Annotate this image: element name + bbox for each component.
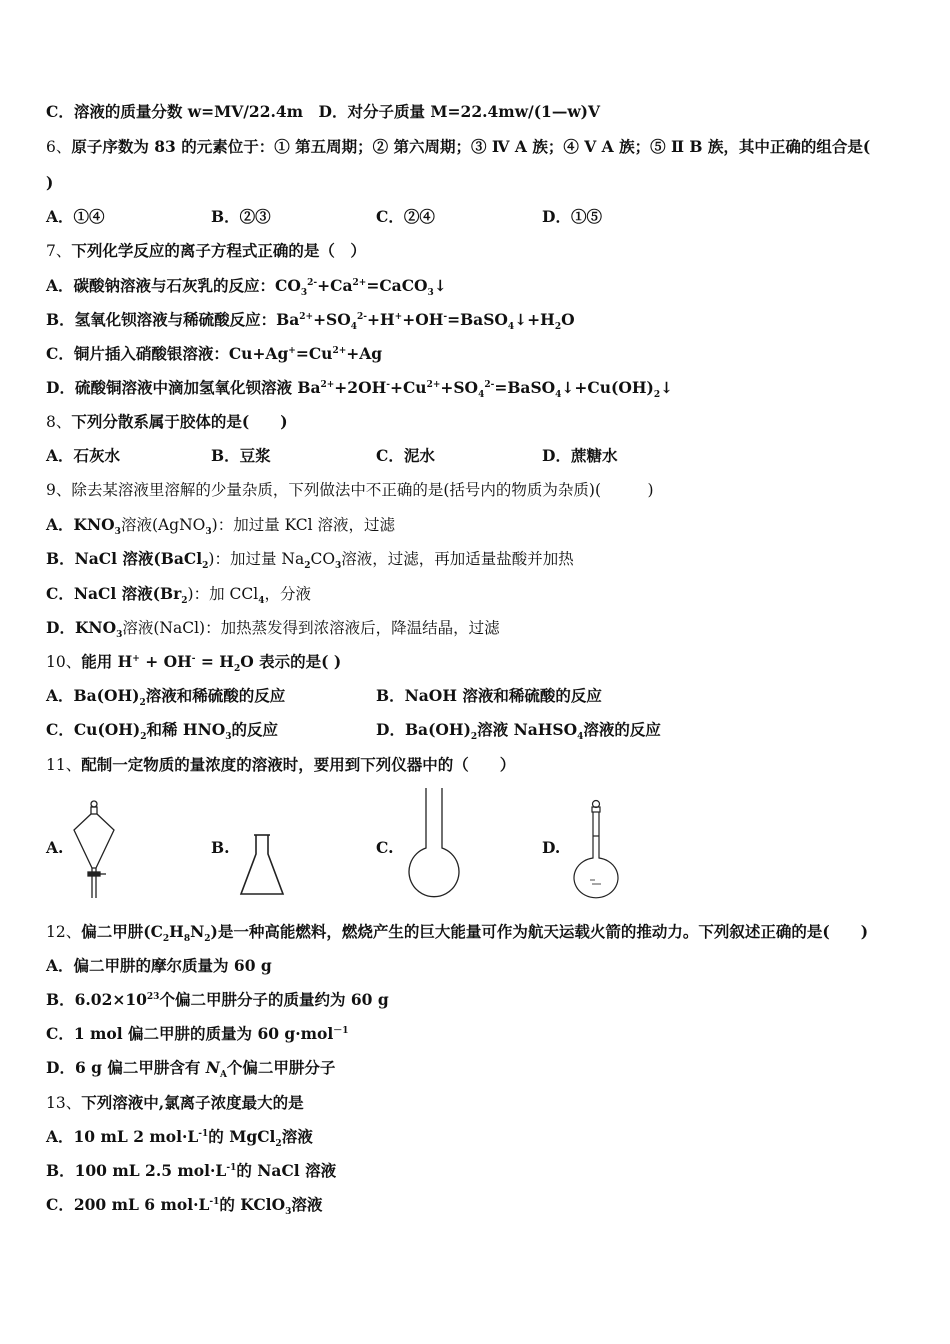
q13-option-b: B．100 mL 2.5 $mol\cdot L^{-1}$的 NaCl 溶液 — [46, 1161, 337, 1180]
q9-option-d: D．$KNO_3$溶液(NaCl)：加热蒸发得到浓溶液后，降温结晶，过滤 — [46, 618, 500, 641]
q10-option-a: A．$Ba(OH)_2$溶液和稀硫酸的反应 — [46, 686, 286, 709]
q9-option-c: C．NaCl 溶液$(Br_2)$：加 CCl$_4$，分液 — [46, 584, 311, 607]
q12-option-c: C．1 mol 偏二甲肼的质量为 60 g·mol$^{-1}$ — [46, 1024, 349, 1043]
q6-stem-cont: ) — [46, 173, 54, 192]
q11-stem: 11、配制一定物质的量浓度的溶液时，要用到下列仪器中的（ ） — [46, 755, 516, 774]
q11-label-c: C. — [376, 838, 394, 857]
q9-stem: 9、除去某溶液里溶解的少量杂质，下列做法中不正确的是(括号内的物质为杂质)( ) — [46, 481, 654, 499]
erlenmeyer-flask-icon — [236, 832, 288, 898]
q10-stem: 10、能用 $H^+ + OH^- = H_2O$ 表示的是( ) — [46, 652, 342, 675]
q10-option-d: D．$Ba(OH)_2$溶液 NaHSO$_4$溶液的反应 — [376, 720, 661, 743]
q12-option-a: A．偏二甲肼的摩尔质量为 60 g — [46, 956, 272, 975]
q7-option-a: A．碳酸钠溶液与石灰乳的反应：$CO_3^{2-}+Ca^{2+}=CaCO_3↓$ — [46, 276, 447, 299]
q10-option-b: B．NaOH 溶液和稀硫酸的反应 — [376, 686, 602, 705]
q8-stem: 8、下列分散系属于胶体的是( ) — [46, 412, 288, 431]
volumetric-flask-icon — [568, 798, 624, 902]
q8-option-a: A．石灰水 — [46, 446, 121, 465]
q7-option-b: B．氢氧化钡溶液与稀硫酸反应：$Ba^{2+}+SO_4^{2-}+H^++OH^-=BaSO_4↓+H_2O$ — [46, 310, 575, 333]
q11-label-d: D. — [542, 838, 561, 857]
q12-stem: 12、偏二甲肼$(C_2H_8N_2)$是一种高能燃料，燃烧产生的巨大能量可作为航天运载火箭的推动力。下列叙述正确的是( ) — [46, 922, 869, 945]
q8-option-d: D．蔗糖水 — [542, 446, 618, 465]
round-bottom-flask-icon — [404, 786, 464, 902]
q5-options-cd: C．溶液的质量分数 w=MV/22.4m D．对分子质量 M=22.4mw/(1—w)V — [46, 102, 601, 121]
q6-stem: 6、原子序数为 83 的元素位于：① 第五周期；② 第六周期；③ Ⅳ A 族；④ Ⅴ A 族；⑤ Ⅱ B 族，其中正确的组合是( — [46, 137, 871, 156]
q13-option-c: C．200 mL 6 $mol\cdot L^{-1}$的 KClO$_3$溶液 — [46, 1195, 323, 1218]
q13-option-a: A．10 mL 2 $mol\cdot L^{-1}$的 MgCl$_2$溶液 — [46, 1127, 313, 1150]
q9-option-b: B．NaCl 溶液(BaCl$_2$)：加过量 $Na_2CO_3$溶液，过滤，再加适量盐酸并加热 — [46, 549, 574, 572]
q12-option-d: D．6 g 偏二甲肼含有 $N_A$个偏二甲肼分子 — [46, 1058, 336, 1081]
q11-label-a: A. — [46, 838, 64, 857]
q6-option-a: A．①④ — [46, 207, 105, 226]
q13-stem: 13、下列溶液中,氯离子浓度最大的是 — [46, 1093, 304, 1112]
q6-option-d: D．①⑤ — [542, 207, 602, 226]
q6-option-c: C．②④ — [376, 207, 435, 226]
q12-option-b: B．$6.02\times 10^{23}$个偏二甲肼分子的质量约为 60 g — [46, 990, 389, 1009]
q10-option-c: C．$Cu(OH)_2$和稀 $HNO_3$的反应 — [46, 720, 279, 743]
q7-option-c: C．铜片插入硝酸银溶液：$Cu+Ag^+=Cu^{2+}+Ag$ — [46, 344, 383, 363]
q7-option-d: D．硫酸铜溶液中滴加氢氧化钡溶液 $Ba^{2+}+2OH^-+Cu^{2+}+SO_4^{2-}=BaSO_4↓+Cu(OH)_2↓$ — [46, 378, 674, 401]
q7-stem: 7、下列化学反应的离子方程式正确的是（ ） — [46, 241, 366, 260]
q9-option-a: A．$KNO_3$溶液(AgNO$_3$)：加过量 KCl 溶液，过滤 — [46, 515, 396, 538]
q8-option-c: C．泥水 — [376, 446, 435, 465]
q8-option-b: B．豆浆 — [211, 446, 271, 465]
q11-label-b: B. — [211, 838, 230, 857]
q6-option-b: B．②③ — [211, 207, 271, 226]
separatory-funnel-icon — [68, 798, 120, 902]
